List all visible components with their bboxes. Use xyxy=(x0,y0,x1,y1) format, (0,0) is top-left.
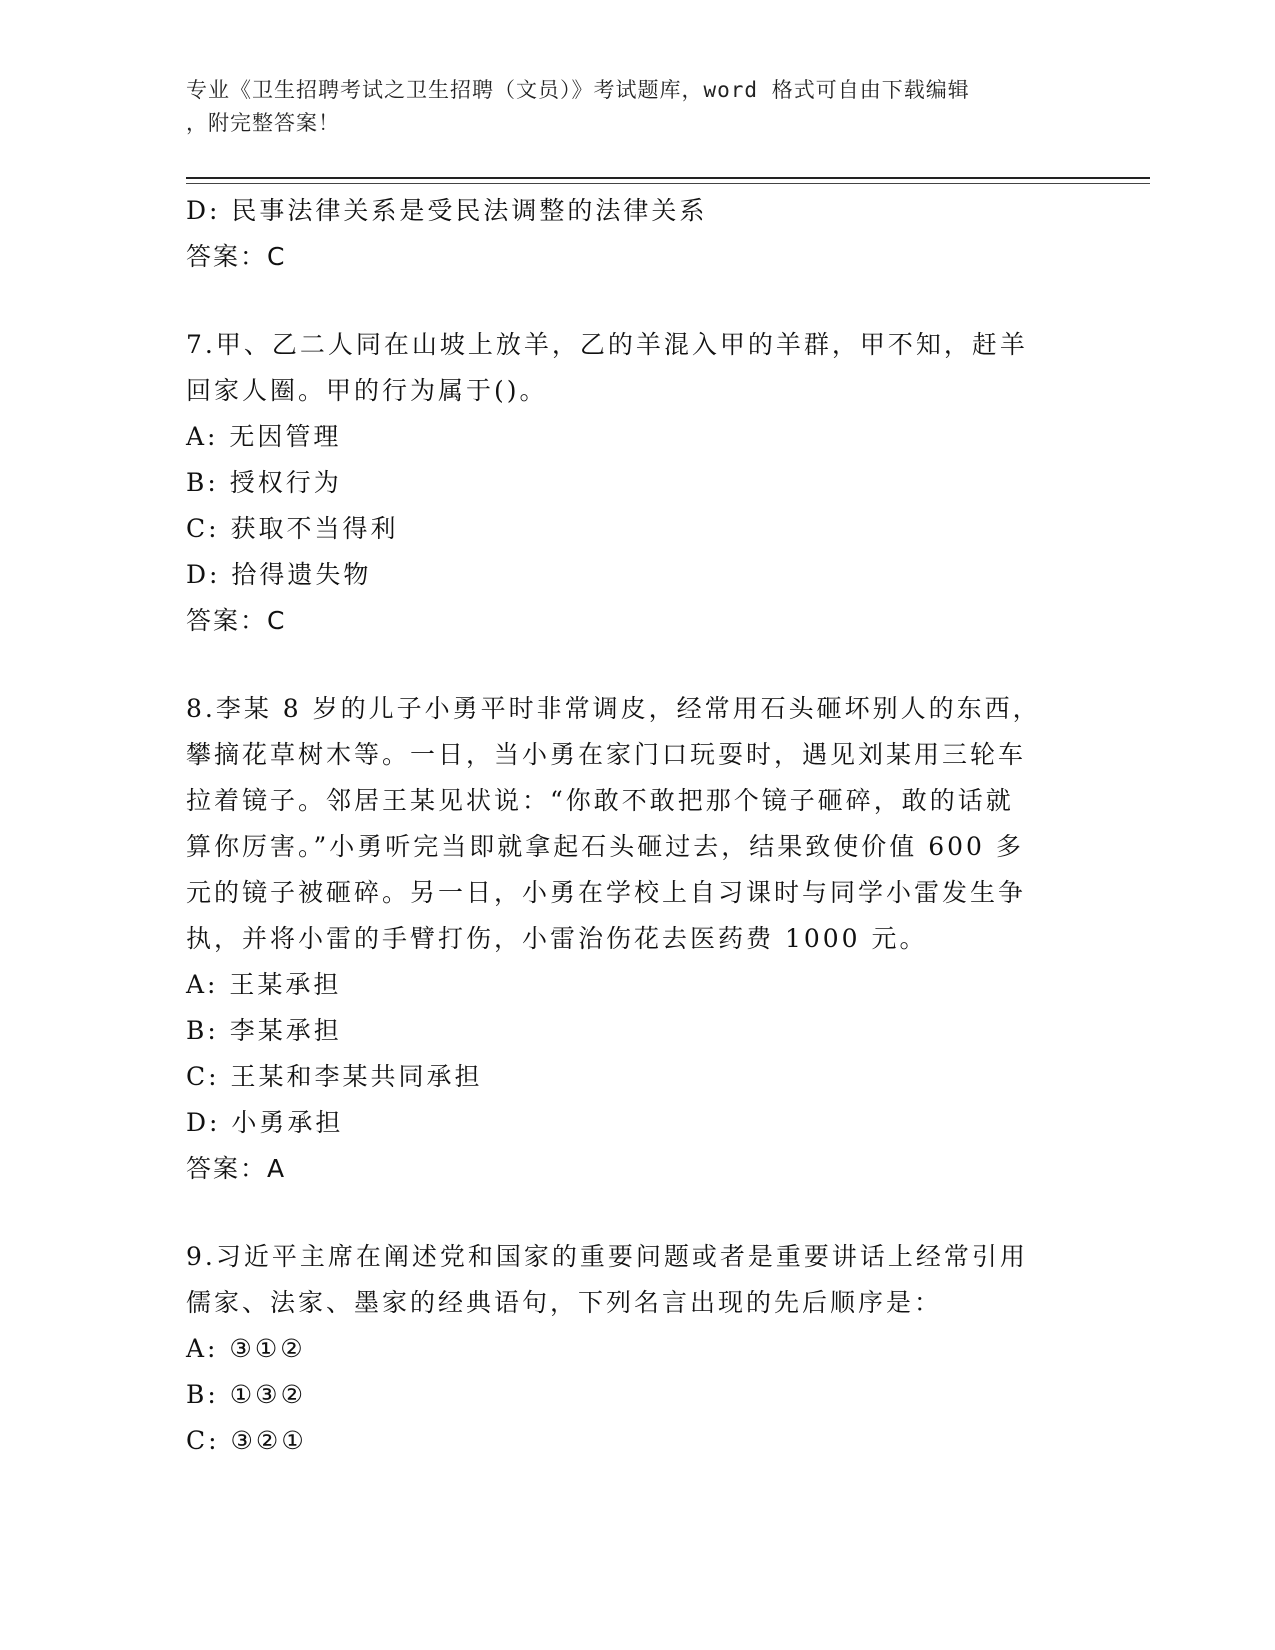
question-stem-line: 7.甲、乙二人同在山坡上放羊，乙的羊混入甲的羊群，甲不知，赶羊 xyxy=(186,330,1028,359)
question-stem-line: 拉着镜子。邻居王某见状说：“你敢不敢把那个镜子砸碎，敢的话就 xyxy=(186,786,1014,815)
question-stem-line: 回家人圈。甲的行为属于()。 xyxy=(186,376,548,405)
option-d: D: 拾得遗失物 xyxy=(186,560,372,589)
option-a: A: 王某承担 xyxy=(186,970,342,999)
option-a: A: ③①② xyxy=(186,1334,306,1363)
question-content xyxy=(186,188,1086,1464)
spacer xyxy=(186,644,1086,686)
option-c: C: 获取不当得利 xyxy=(186,514,399,543)
option-b: B: ①③② xyxy=(186,1380,306,1409)
option-c: C: ③②① xyxy=(186,1426,307,1455)
option-b: B: 授权行为 xyxy=(186,468,342,497)
answer-line: 答案：C xyxy=(186,606,287,635)
spacer xyxy=(186,280,1086,322)
question-stem-line: 9.习近平主席在阐述党和国家的重要问题或者是重要讲话上经常引用 xyxy=(186,1242,1028,1271)
question-stem-line: 元的镜子被砸碎。另一日，小勇在学校上自习课时与同学小雷发生争 xyxy=(186,878,1027,907)
page-header xyxy=(186,74,1066,140)
question-stem-line: 攀摘花草树木等。一日，当小勇在家门口玩耍时，遇见刘某用三轮车 xyxy=(186,740,1027,769)
question-9 xyxy=(186,1234,1086,1464)
option-d: D: 小勇承担 xyxy=(186,1108,344,1137)
question-6-tail xyxy=(186,188,1086,280)
header-divider-thin xyxy=(186,183,1150,184)
option-c: C: 王某和李某共同承担 xyxy=(186,1062,483,1091)
question-stem-line: 8.李某 8 岁的儿子小勇平时非常调皮，经常用石头砸坏别人的东西， xyxy=(186,694,1041,723)
spacer xyxy=(186,1192,1086,1234)
option-a: A: 无因管理 xyxy=(186,422,342,451)
answer-line: 答案：A xyxy=(186,1154,287,1183)
question-stem-line: 算你厉害。”小勇听完当即就拿起石头砸过去，结果致使价值 600 多 xyxy=(186,832,1024,861)
question-stem-line: 执，并将小雷的手臂打伤，小雷治伤花去医药费 1000 元。 xyxy=(186,924,928,953)
answer-line: 答案：C xyxy=(186,242,287,271)
header-title-line-1: 专业《卫生招聘考试之卫生招聘（文员）》考试题库，word 格式可自由下载编辑 xyxy=(186,78,970,102)
header-title-line-2: ，附完整答案！ xyxy=(186,111,340,135)
option-b: B: 李某承担 xyxy=(186,1016,342,1045)
question-7 xyxy=(186,322,1086,644)
option-d: D: 民事法律关系是受民法调整的法律关系 xyxy=(186,196,708,225)
question-stem-line: 儒家、法家、墨家的经典语句，下列名言出现的先后顺序是： xyxy=(186,1288,943,1317)
header-divider-thick xyxy=(186,177,1150,179)
question-8 xyxy=(186,686,1086,1192)
